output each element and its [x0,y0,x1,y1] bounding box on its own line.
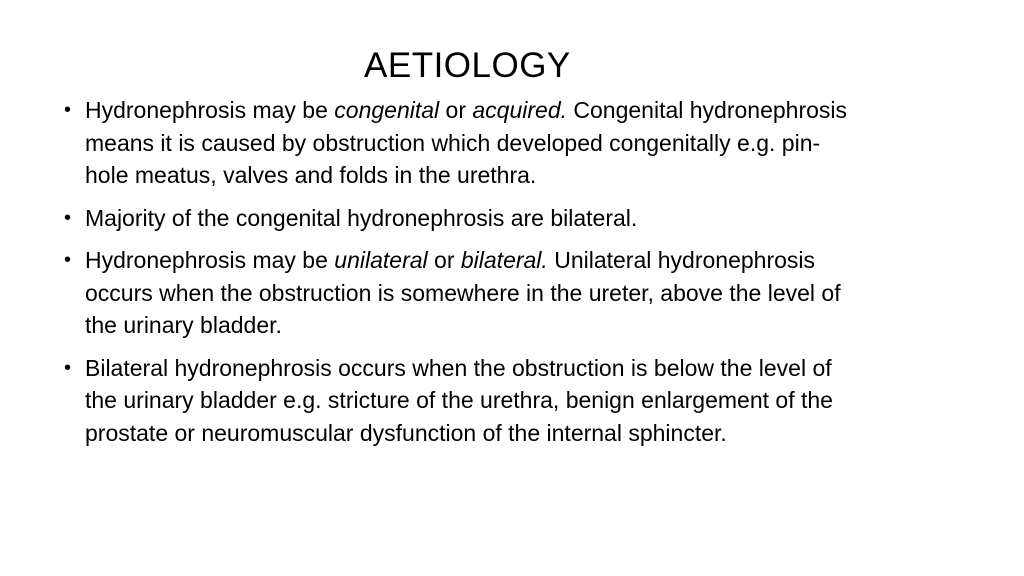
slide-title: AETIOLOGY [364,46,571,85]
bullet-marker: • [64,249,72,271]
bullet-marker: • [64,206,72,229]
bullet-item-4 [58,352,858,450]
bullet-text-segment: Congenital hydronephrosis means it is caused by obstruction which developed congenitally e.g. pin-hole meatus, valves and folds in the urethra. [85,97,848,188]
bullet-list [58,94,858,459]
bullet-text-italic: acquired. [472,97,568,123]
bullet-text-segment: Bilateral hydronephrosis occurs when the obstruction is below the level of the urinary bladder e.g. stricture of the urethra, benign enlargement of the prostate or neuromuscular dysfunction of the internal sphincter. [85,354,833,446]
bullet-marker: • [64,356,72,379]
bullet-text-segment: Hydronephrosis may be [85,97,335,123]
bullet-text-segment: Unilateral hydronephrosis occurs when the obstruction is somewhere in the ureter, above the level of the urinary bladder. [85,247,841,338]
bullet-item-2 [58,202,858,235]
bullet-text-italic: unilateral [334,247,428,273]
bullet-text-segment: Majority of the congenital hydronephrosis are bilateral. [85,204,638,231]
bullet-text-segment: or [439,97,473,123]
bullet-text-italic: congenital [334,97,440,123]
bullet-marker: • [64,99,72,121]
bullet-text-italic: bilateral. [460,247,548,273]
bullet-item-1 [58,94,858,192]
bullet-item-3 [58,244,858,342]
bullet-text-segment: or [427,247,461,273]
bullet-text-segment: Hydronephrosis may be [85,247,335,273]
